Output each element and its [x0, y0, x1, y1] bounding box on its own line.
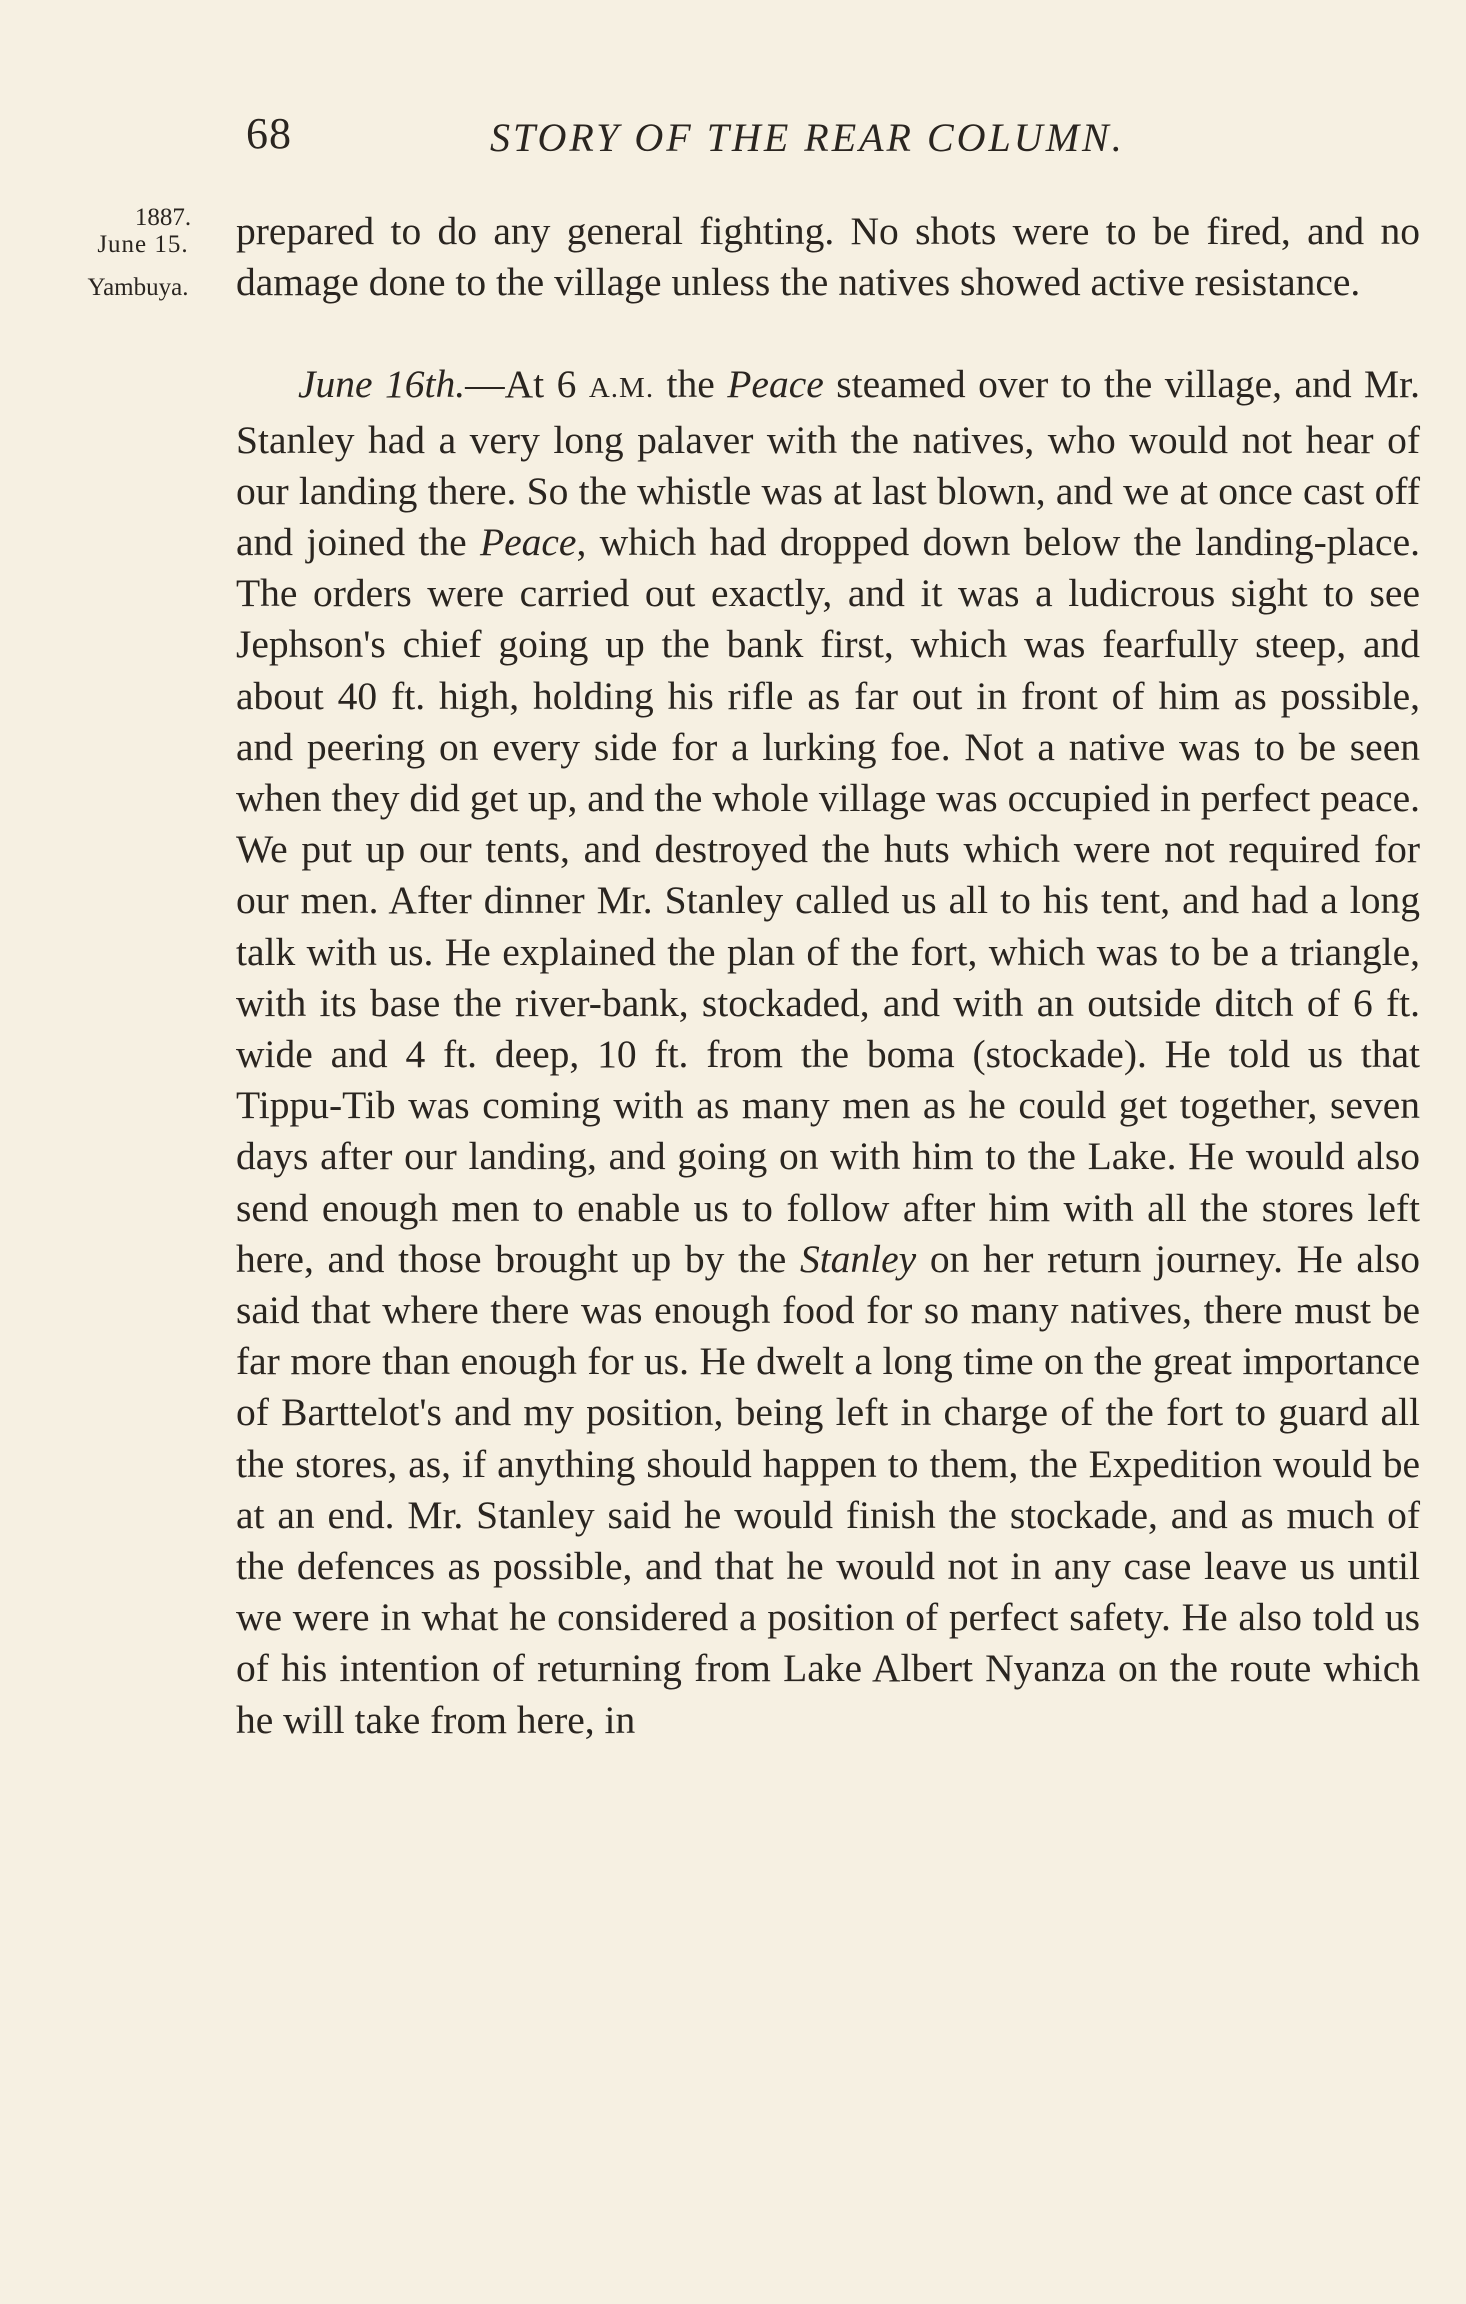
margin-sidenote: [58, 205, 228, 300]
running-title: STORY OF THE REAR COLUMN.: [490, 115, 1125, 160]
date-label: June 16th.: [298, 362, 466, 407]
sidenote-year: 1887.: [134, 204, 192, 231]
text-segment: the: [654, 362, 728, 407]
sidenote-place: Yambuya.: [87, 274, 189, 301]
paragraph-june-16: [236, 359, 1420, 1745]
page-header: [240, 108, 1240, 168]
ship-name: Peace: [479, 520, 577, 565]
body-text: [236, 206, 1420, 1746]
text-segment: steamed over to the village, and Mr. Stanley had a very long palaver with the natives, who would not hear of our landing there. So the whistle was at last blown, and we at once cast off and joined the: [236, 362, 1421, 565]
sidenote-date: June 15.: [97, 231, 189, 258]
text-segment: , which had dropped down below the landing-place. The orders were carried out exactly, and it was a ludicrous sight to see Jephson's chief going up the bank first, which was fearfully steep, and about 40 ft. high, holding his rifle as far out in front of him as possible, and peering on every side for a lurking foe. Not a native was to be seen when they did get up, and the whole village was occupied in perfect peace. We put up our tents, and destroyed the huts which were not required for our men. After dinner Mr. Stanley called us all to his tent, and had a long talk with us. He explained the plan of the fort, which was to be a triangle, with its base the river-bank, stockaded, and with an outside ditch of 6 ft. wide and 4 ft. deep, 10 ft. from the boma (stockade). He told us that Tippu-Tib was coming with as many men as he could get together, seven days after our landing, and going on with him to the Lake. He would also send enough men to enable us to follow after him with all the stores left here, and those brought up by the: [236, 520, 1420, 1281]
page-number: 68: [246, 109, 292, 158]
ship-name: Stanley: [799, 1236, 917, 1281]
ship-name: Peace: [727, 362, 824, 407]
time-abbrev: A.M.: [588, 372, 655, 405]
text-segment: —At 6: [465, 362, 589, 407]
paragraph-continued: prepared to do any general fighting. No shots were to be fired, and no damage done to the village unless the natives showed active resistance.: [236, 209, 1420, 305]
text-segment: on her return journey. He also said that where there was enough food for so many natives, there must be far more than enough for us. He dwelt a long time on the great importance of Barttelot's and my position, being left in charge of the fort to guard all the stores, as, if anything should happen to them, the Expedition would be at an end. Mr. Stanley said he would finish the stockade, and as much of the defences as possible, and that he would not in any case leave us until we were in what he considered a position of perfect safety. He also told us of his intention of returning from Lake Albert Nyanza on the route which he will take from here, in: [236, 1236, 1421, 1742]
